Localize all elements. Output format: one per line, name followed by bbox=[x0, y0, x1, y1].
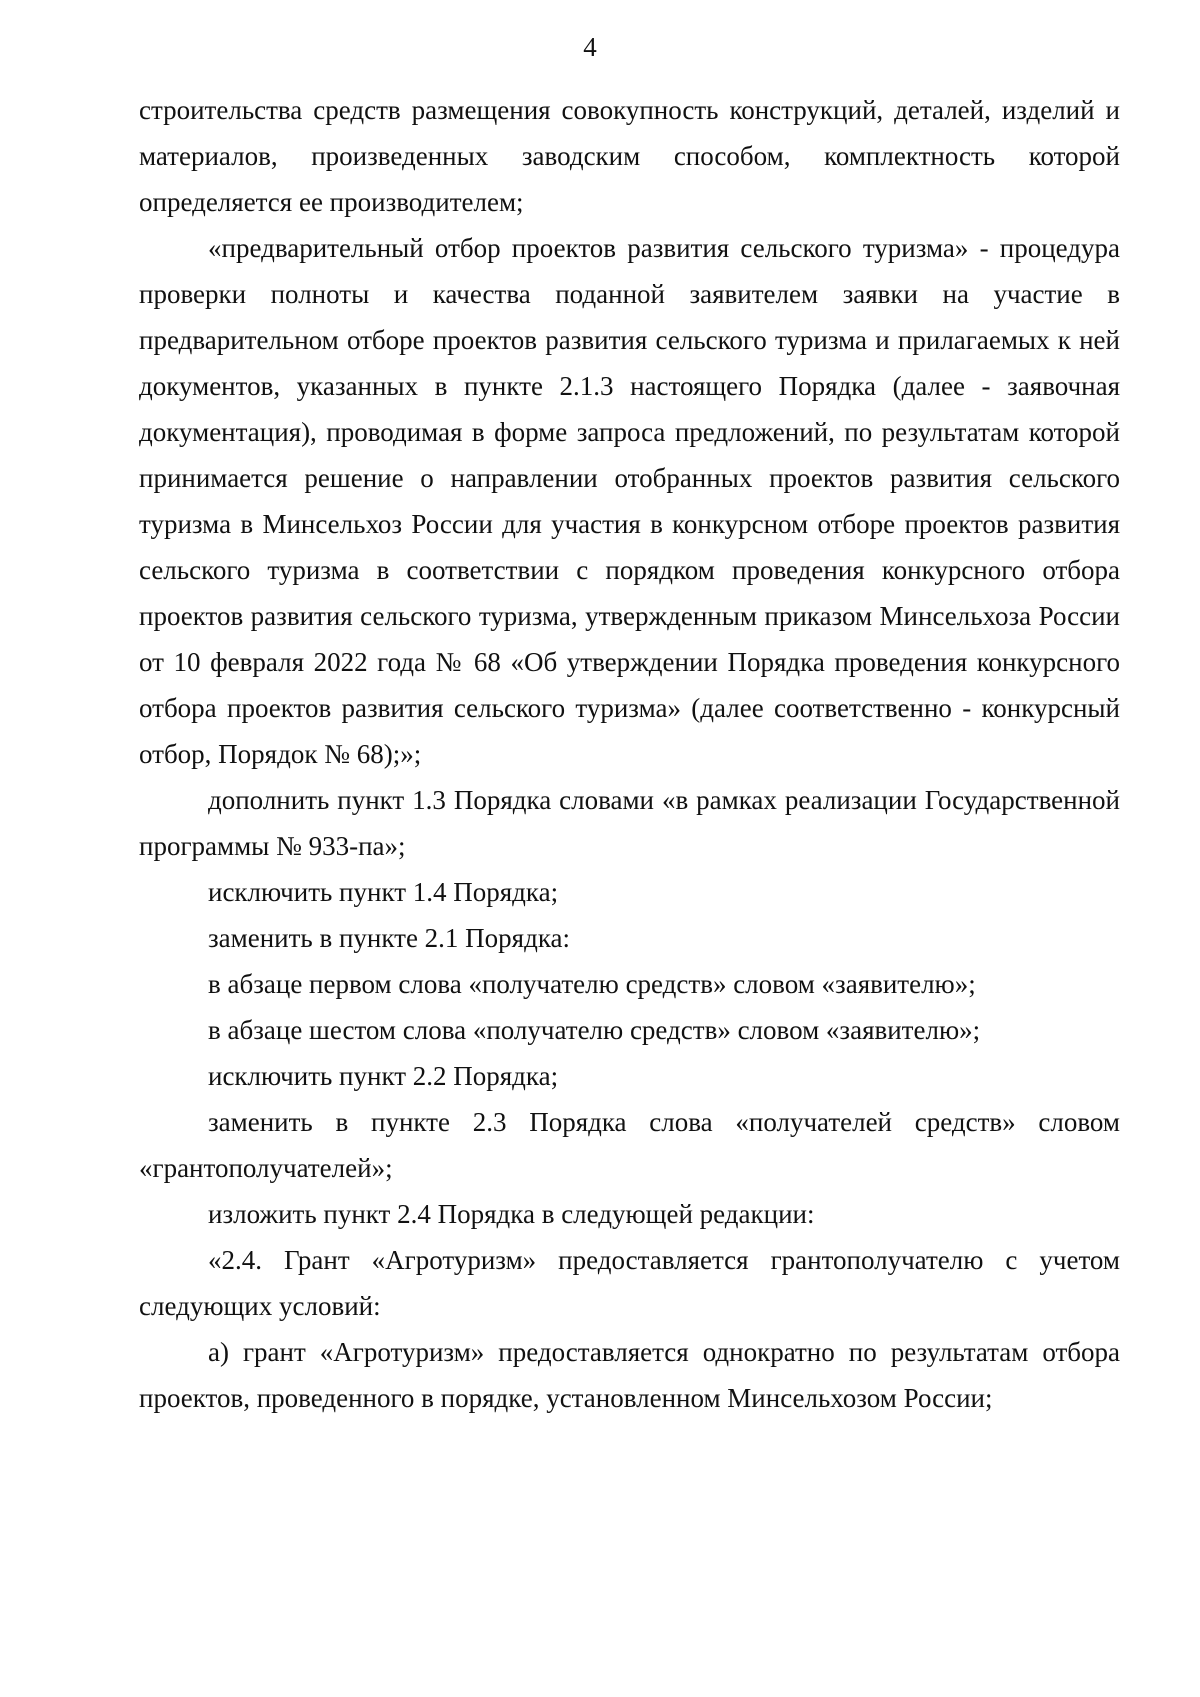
paragraph-first-abzac: в абзаце первом слова «получателю средств» словом «заявителю»; bbox=[208, 969, 976, 999]
paragraph-2-4-text: «2.4. Грант «Агротуризм» предоставляется грантополучателю с учетом следующих условий: bbox=[139, 1245, 1120, 1321]
document-body bbox=[139, 87, 1120, 1421]
paragraph-restate-2-4: изложить пункт 2.4 Порядка в следующей редакции: bbox=[208, 1199, 815, 1229]
paragraph-exclude-2-2: исключить пункт 2.2 Порядка; bbox=[208, 1061, 559, 1091]
paragraph-definition: «предварительный отбор проектов развития сельского туризма» - процедура проверки полноты и качества поданной заявителем заявки на участие в предварительном отборе проектов развития сельского туризма и прилагаемых к ней документов, указанных в пункте 2.1.3 настоящего Порядка (далее - заявочная документация), проводимая в форме запроса предложений, по результатам которой принимается решение о направлении отобранных проектов развития сельского туризма в Минсельхоз России для участия в конкурсном отборе проектов развития сельского туризма в соответствии с порядком проведения конкурсного отбора проектов развития сельского туризма, утвержденным приказом Минсельхоза России от 10 февраля 2022 года № 68 «Об утверждении Порядка проведения конкурсного отбора проектов развития сельского туризма» (далее соответственно - конкурсный отбор, Порядок № 68);»; bbox=[139, 233, 1120, 769]
page-number: 4 bbox=[583, 32, 597, 62]
paragraph-continuation: строительства средств размещения совокупность конструкций, деталей, изделий и материалов, произведенных заводским способом, комплектность которой определяется ее производителем; bbox=[139, 95, 1120, 217]
paragraph-replace-2-3: заменить в пункте 2.3 Порядка слова «получателей средств» словом «грантополучателей»; bbox=[139, 1107, 1120, 1183]
paragraph-replace-2-1: заменить в пункте 2.1 Порядка: bbox=[208, 923, 571, 953]
paragraph-exclude-1-4: исключить пункт 1.4 Порядка; bbox=[208, 877, 559, 907]
paragraph-amendment-1-3: дополнить пункт 1.3 Порядка словами «в рамках реализации Государственной программы № 933-па»; bbox=[139, 785, 1120, 861]
paragraph-item-a: а) грант «Агротуризм» предоставляется однократно по результатам отбора проектов, проведенного в порядке, установленном Минсельхозом России; bbox=[139, 1337, 1120, 1413]
paragraph-sixth-abzac: в абзаце шестом слова «получателю средств» словом «заявителю»; bbox=[208, 1015, 981, 1045]
